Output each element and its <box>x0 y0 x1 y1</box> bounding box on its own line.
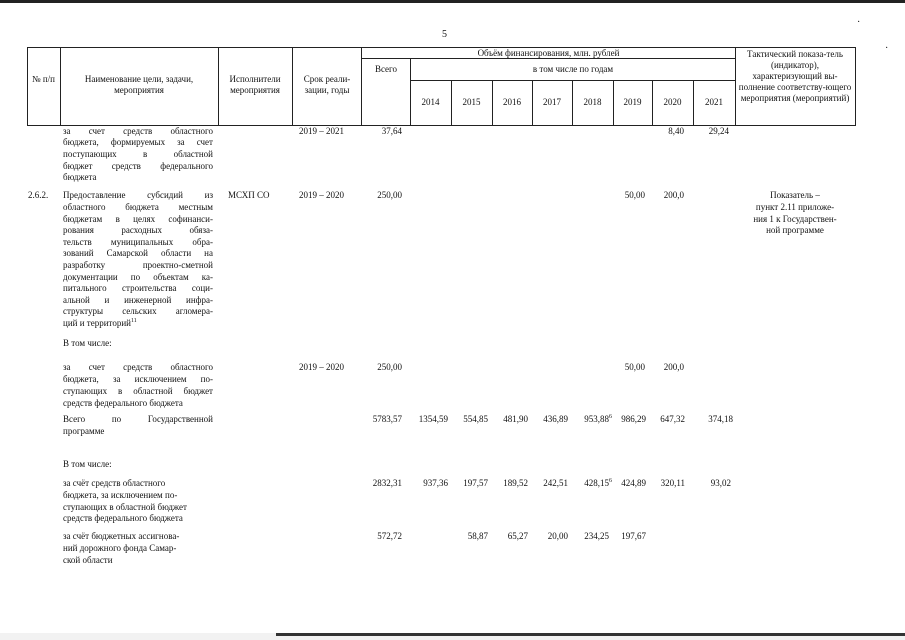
column-header-year-2017: 2017 <box>543 97 561 107</box>
row-name-line: ний дорожного фонда Самар- <box>63 543 177 553</box>
row-name-line: бюджет средств федерального <box>63 161 213 171</box>
footnote-marker: 6 <box>609 478 612 484</box>
row-value-2017: 242,51 <box>543 478 568 488</box>
row-value-2016: 481,90 <box>503 414 528 424</box>
row-name-line: поступающих в областной <box>63 149 213 159</box>
row-value-2019: 197,67 <box>621 531 646 541</box>
row-name-line: документации по объектам ка- <box>63 272 213 282</box>
row-name-line: ской области <box>63 555 113 565</box>
row-total: 37,64 <box>381 126 402 136</box>
row-name-line: за счёт бюджетных ассигнова- <box>63 531 180 541</box>
row-name-line: альной и инженерной инфра- <box>63 295 213 305</box>
column-header-year-2014: 2014 <box>421 97 440 107</box>
row-value-2021: 29,24 <box>708 126 729 136</box>
row-indicator-line: Показатель – <box>770 190 820 200</box>
row-name-line: программе <box>63 426 105 436</box>
row-value-2020: 320,11 <box>660 478 685 488</box>
footnote-marker: 6 <box>609 414 612 420</box>
row-value-2020: 200,0 <box>663 190 684 200</box>
column-header-year-2018: 2018 <box>583 97 602 107</box>
row-value-2019: 50,00 <box>624 362 645 372</box>
row-name-line: за счет средств областного <box>63 362 213 372</box>
row-total: 5783,57 <box>372 414 402 424</box>
row-name-line: бюджета, за исключением по- <box>63 374 213 384</box>
column-header-indicator: Тактический показа-тель (индикатор), характеризующий вы-полнение соответству-ющего мероприятия (мероприятий) <box>738 49 852 103</box>
row-number: 2.6.2. <box>28 190 49 200</box>
column-header-executors: Исполнители мероприятия <box>229 74 281 95</box>
page-number: 5 <box>442 29 447 40</box>
row-value-2019: 50,00 <box>624 190 645 200</box>
row-value-2017: 20,00 <box>547 531 568 541</box>
row-name-line: зований Самарской области на <box>63 248 213 258</box>
row-value-2018: 428,15$^6$ <box>584 478 612 488</box>
row-term: 2019 – 2021 <box>299 126 344 136</box>
row-name-line: рования расходных обяза- <box>63 225 213 235</box>
column-header-year-2016: 2016 <box>503 97 521 107</box>
row-total: 250,00 <box>377 362 402 372</box>
row-value-2021: 374,18 <box>708 414 733 424</box>
row-name-line: структуры сельских агломера- <box>63 306 213 316</box>
row-name-line: бюджета, формируемых за счет <box>63 137 213 147</box>
row-value-2015: 554,85 <box>463 414 488 424</box>
column-header-number: № п/п <box>32 74 55 84</box>
row-value-2018: 234,25 <box>584 531 609 541</box>
row-value-2015: 197,57 <box>463 478 488 488</box>
row-term: 2019 – 2020 <box>299 362 344 372</box>
including-label: В том числе: <box>63 338 112 348</box>
row-value-2017: 436,89 <box>543 414 568 424</box>
row-name-line: бюджета <box>63 172 97 182</box>
row-name-line: бюджета, за исключением по- <box>63 490 178 500</box>
row-term: 2019 – 2020 <box>299 190 344 200</box>
scan-bottom-edge <box>0 633 905 640</box>
row-value-2019: 986,29 <box>621 414 646 424</box>
row-executor: МСХП СО <box>228 190 270 200</box>
row-name-line: за счёт средств областного <box>63 478 166 488</box>
row-value-2016: 65,27 <box>507 531 528 541</box>
row-indicator-line: ной программе <box>766 225 824 235</box>
column-header-year-2021: 2021 <box>705 97 723 107</box>
column-header-by-year: в том числе по годам <box>532 64 614 74</box>
row-value-2020: 200,0 <box>663 362 684 372</box>
row-value-2021: 93,02 <box>710 478 731 488</box>
column-header-term: Срок реали-зации, годы <box>303 74 351 95</box>
row-total: 572,72 <box>377 531 402 541</box>
column-header-financing: Объём финансирования, млн. рублей <box>477 48 620 58</box>
row-name-line: областного бюджета местным <box>63 202 213 212</box>
footnote-marker: 11 <box>130 318 137 324</box>
scan-speck: · <box>857 17 861 28</box>
column-header-year-2019: 2019 <box>623 97 642 107</box>
row-name-line: ций и территорий$^{11}$ <box>63 318 137 328</box>
column-header-name: Наименование цели, задачи, мероприятия <box>84 74 194 95</box>
row-name-line: Предоставление субсидий из <box>63 190 213 200</box>
row-total: 250,00 <box>377 190 402 200</box>
row-name-line: за счет средств областного <box>63 126 213 136</box>
row-name-line: Всего по Государственной <box>63 414 213 424</box>
row-name-line: средств федерального бюджета <box>63 513 183 523</box>
row-value-2019: 424,89 <box>621 478 646 488</box>
row-name-line: бюджетам в целях софинанси- <box>63 214 213 224</box>
row-name-line: питального строительства соци- <box>63 283 213 293</box>
row-name-line: ступающих в областной бюджет <box>63 386 213 396</box>
row-value-2014: 937,36 <box>423 478 448 488</box>
row-name-line: ступающих в областной бюджет <box>63 502 187 512</box>
column-header-total: Всего <box>374 64 398 74</box>
row-total: 2832,31 <box>372 478 402 488</box>
row-name-line: средств федерального бюджета <box>63 398 183 408</box>
column-header-year-2020: 2020 <box>663 97 682 107</box>
row-value-2020: 647,32 <box>660 414 685 424</box>
row-indicator-line: пункт 2.11 приложе- <box>755 202 835 212</box>
row-name-line: разработку проектно-сметной <box>63 260 213 270</box>
row-indicator-line: ния 1 к Государствен- <box>753 214 837 224</box>
including-label: В том числе: <box>63 459 112 469</box>
column-header-year-2015: 2015 <box>462 97 481 107</box>
scan-speck: · <box>885 43 889 54</box>
row-value-2014: 1354,59 <box>418 414 448 424</box>
scan-top-edge <box>0 0 905 3</box>
row-value-2018: 953,88$^6$ <box>584 414 612 424</box>
row-value-2016: 189,52 <box>503 478 528 488</box>
row-value-2015: 58,87 <box>467 531 488 541</box>
row-value-2020: 8,40 <box>668 126 684 136</box>
row-name-line: тельств муниципальных обра- <box>63 237 213 247</box>
